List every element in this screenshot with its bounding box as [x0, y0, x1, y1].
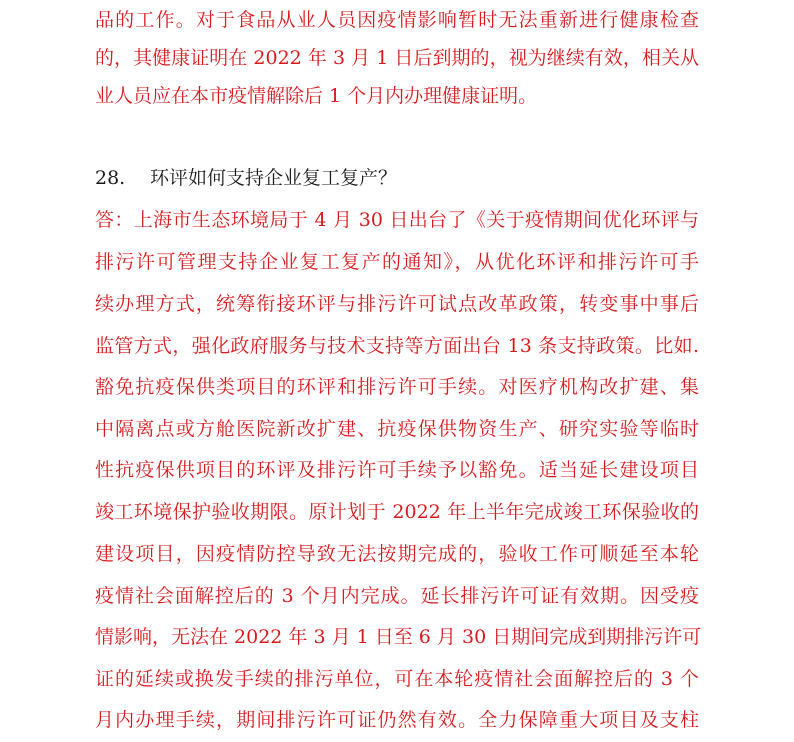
question-number: 28. [95, 167, 126, 189]
answer-line-2: 排污许可管理支持企业复工复产的通知》，从优化环评和排污许可手 [95, 251, 699, 273]
answer-line-10: 疫情社会面解控后的 3 个月内完成。延长排污许可证有效期。因受疫 [95, 585, 699, 607]
answer-line-6: 中隔离点或方舱医院新改扩建、抗疫保供物资生产、研究实验等临时 [95, 418, 699, 440]
answer-line-11: 情影响，无法在 2022 年 3 月 1 日至 6 月 30 日期间完成到期排污许可 [95, 626, 702, 648]
answer-line-8: 竣工环境保护验收期限。原计划于 2022 年上半年完成竣工环保验收的 [95, 501, 699, 523]
question-text: 环评如何支持企业复工复产？ [150, 167, 398, 189]
previous-answer-line-1: 品的工作。对于食品从业人员因疫情影响暂时无法重新进行健康检查 [95, 9, 699, 31]
question-heading [95, 158, 699, 198]
answer-line-7: 性抗疫保供项目的环评及排污许可手续予以豁免。适当延长建设项目 [95, 459, 699, 481]
answer-line-5: 豁免抗疫保供类项目的环评和排污许可手续。对医疗机构改扩建、集 [95, 376, 699, 398]
answer-line-4: 监管方式，强化政府服务与技术支持等方面出台 13 条支持政策。比如. [95, 335, 699, 357]
answer-line-1: 答：上海市生态环境局于 4 月 30 日出台了《关于疫情期间优化环评与 [95, 209, 699, 231]
answer-line-3: 续办理方式，统筹衔接环评与排污许可试点改革政策，转变事中事后 [95, 293, 699, 315]
answer-line-12: 证的延续或换发手续的排污单位，可在本轮疫情社会面解控后的 3 个 [95, 668, 699, 690]
answer-line-13: 月内办理手续，期间排污许可证仍然有效。全力保障重大项目及支柱 [95, 709, 699, 731]
previous-answer-line-2: 的，其健康证明在 2022 年 3 月 1 日后到期的，视为继续有效，相关从 [95, 47, 699, 69]
previous-answer-line-3: 业人员应在本市疫情解除后 1 个月内办理健康证明。 [95, 85, 538, 107]
answer-line-9: 建设项目，因疫情防控导致无法按期完成的，验收工作可顺延至本轮 [95, 543, 699, 565]
